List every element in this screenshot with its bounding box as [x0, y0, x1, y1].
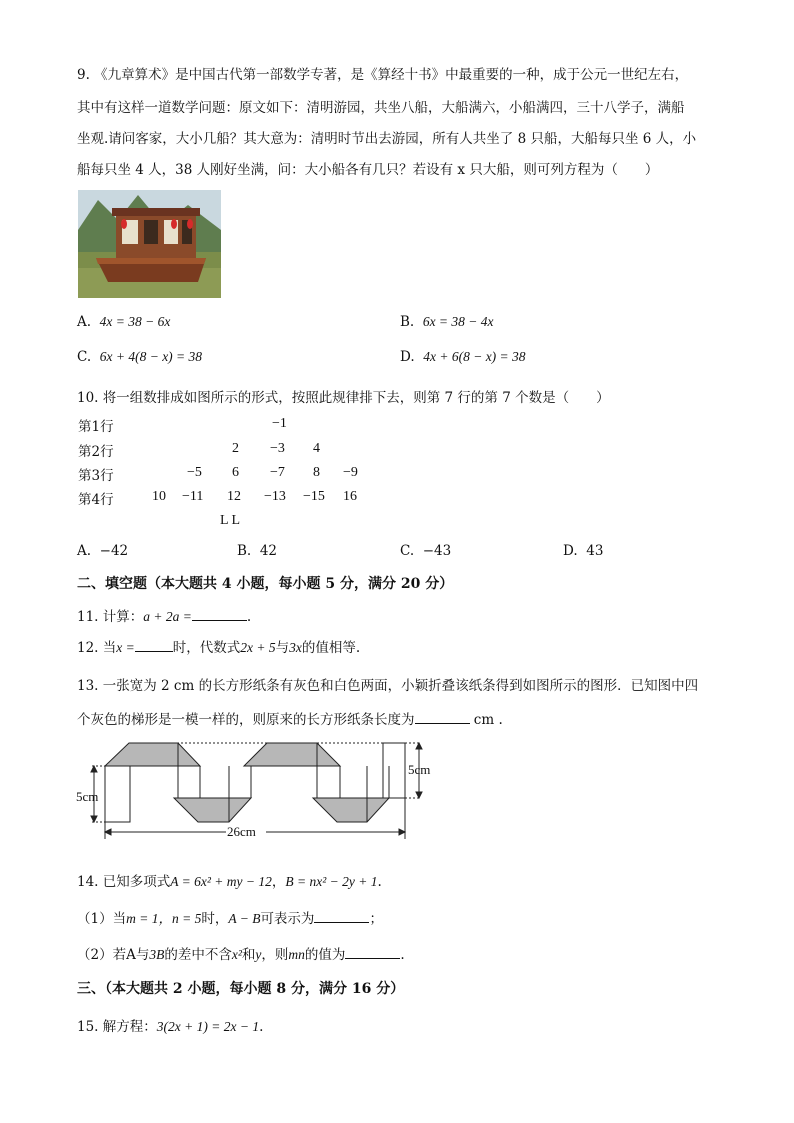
cell-2-3: 4: [313, 441, 320, 456]
gray-trapezoid-top-right: [244, 743, 340, 766]
q9-line3: 坐观.请问客家，大小几船？其大意为：清明时节出去游园，所有人共坐了 8 只船，大船每只坐 6 人，小: [77, 131, 697, 147]
q9-line1: 9. 《九章算术》是中国古代第一部数学专著，是《算经十书》中最重要的一种，成于公元一世纪左右，: [77, 67, 689, 83]
strip-right-post: [383, 743, 405, 798]
q10-option-b[interactable]: B. 42: [237, 543, 277, 559]
q15: 15. 解方程：3(2x + 1) = 2x − 1.: [77, 1019, 264, 1035]
q9-option-c[interactable]: C. 6x + 4(8 − x) = 38: [77, 349, 203, 365]
boat-photo: [78, 190, 221, 298]
q14-part1: （1）当m = 1，n = 5时，A − B可表示为 ；: [77, 911, 383, 927]
q9-option-d[interactable]: D. 4x + 6(8 − x) = 38: [400, 349, 526, 365]
cell-4-6: 16: [343, 489, 357, 504]
q13-line1: 13. 一张宽为 2 cm 的长方形纸条有灰色和白色两面，小颖折叠该纸条得到如图所示的图形．已知图中四: [77, 678, 699, 694]
q10-option-c[interactable]: C. −43: [400, 543, 452, 559]
ellipsis: L L: [220, 513, 241, 528]
cell-3-2: 6: [232, 465, 239, 480]
strip-left-post: [105, 766, 130, 822]
q14-part2: （2）若A与3B的差中不含x²和y，则mn的值为 .: [77, 947, 405, 963]
q13-line2: 个灰色的梯形是一模一样的，则原来的长方形纸条长度为 cm .: [77, 712, 503, 728]
q12: 12. 当x = 时，代数式2x + 5与3x的值相等.: [77, 640, 361, 656]
cell-2-1: 2: [232, 441, 239, 456]
gray-trapezoid-bottom-left: [174, 798, 251, 822]
row-label-2: 第2行: [78, 444, 114, 460]
row-label-1: 第1行: [78, 419, 114, 435]
row-label-3: 第3行: [78, 468, 114, 484]
row-label-4: 第4行: [78, 492, 114, 508]
cell-3-5: −9: [343, 465, 358, 480]
cell-4-1: 10: [152, 489, 166, 504]
cell-4-2: −11: [182, 489, 204, 504]
q10-option-d[interactable]: D. 43: [563, 543, 604, 559]
gray-trapezoid-top-left: [105, 743, 200, 766]
cell-4-3: 12: [227, 489, 241, 504]
q10-stem: 10. 将一组数排成如图所示的形式，按照此规律排下去，则第 7 行的第 7 个数是（ ）: [77, 390, 610, 406]
q11-answer-blank[interactable]: [192, 607, 247, 621]
q14-part2-blank[interactable]: [345, 945, 400, 959]
q12-answer-blank[interactable]: [135, 638, 173, 652]
q13-answer-blank[interactable]: [415, 710, 470, 724]
cell-1-1: −1: [272, 416, 287, 431]
q11: 11. 计算：a + 2a = .: [77, 609, 252, 625]
section-2-heading: 二、填空题（本大题共 4 小题，每小题 5 分，满分 20 分）: [77, 576, 454, 592]
cell-2-2: −3: [270, 441, 285, 456]
q9-line4: 船每只坐 4 人，38 人刚好坐满，问：大小船各有几只？若设有 x 只大船，则可列方程为（ ）: [77, 162, 659, 178]
q9-option-b[interactable]: B. 6x = 38 − 4x: [400, 314, 494, 330]
section-3-heading: 三、（本大题共 2 小题，每小题 8 分，满分 16 分）: [77, 981, 405, 997]
cell-3-3: −7: [270, 465, 285, 480]
cell-3-1: −5: [187, 465, 202, 480]
cell-4-4: −13: [264, 489, 286, 504]
q14-stem: 14. 已知多项式A = 6x² + my − 12，B = nx² − 2y + 1.: [77, 874, 382, 890]
cell-3-4: 8: [313, 465, 320, 480]
q9-line2: 其中有这样一道数学问题：原文如下：清明游园，共坐八船，大船满六，小船满四，三十八学子，满船: [77, 100, 685, 116]
q9-option-a[interactable]: A. 4x = 38 − 6x: [77, 314, 171, 330]
gray-trapezoid-bottom-right: [313, 798, 389, 822]
q10-option-a[interactable]: A. −42: [77, 543, 129, 559]
q14-part1-blank[interactable]: [314, 909, 369, 923]
label-5cm-left: 5cm: [76, 789, 99, 804]
cell-4-5: −15: [303, 489, 325, 504]
label-5cm-right: 5cm: [408, 762, 431, 777]
label-26cm: 26cm: [227, 824, 256, 839]
